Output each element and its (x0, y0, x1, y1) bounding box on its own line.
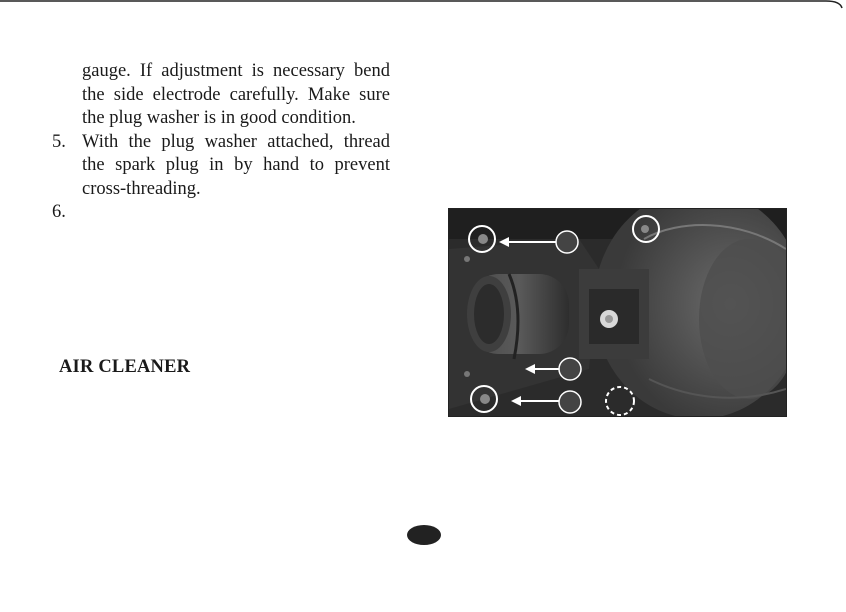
step-number: 6. (52, 202, 66, 222)
body-text (52, 60, 390, 225)
text-line: cross-threading. (82, 178, 201, 199)
text-line: the spark plug in by hand to prevent (82, 155, 390, 175)
step-text (82, 201, 390, 225)
step-text (82, 131, 390, 202)
step-6 (52, 201, 390, 225)
step-5 (52, 131, 390, 202)
step-number: 5. (52, 131, 66, 152)
air-cleaner-photo-drawing (449, 209, 786, 416)
text-line: With the plug washer attached, thread (82, 131, 390, 152)
text-line: the side electrode carefully. Make sure (82, 84, 390, 105)
paragraph-continuation (52, 60, 390, 131)
page-number-badge (407, 525, 441, 545)
air-cleaner-photo (448, 208, 787, 417)
page-border-top (0, 0, 846, 8)
text-line: gauge. If adjustment is necessary bend (82, 61, 390, 81)
section-heading: AIR CLEANER (59, 357, 191, 377)
text-line: the plug washer is in good condition. (82, 108, 356, 128)
